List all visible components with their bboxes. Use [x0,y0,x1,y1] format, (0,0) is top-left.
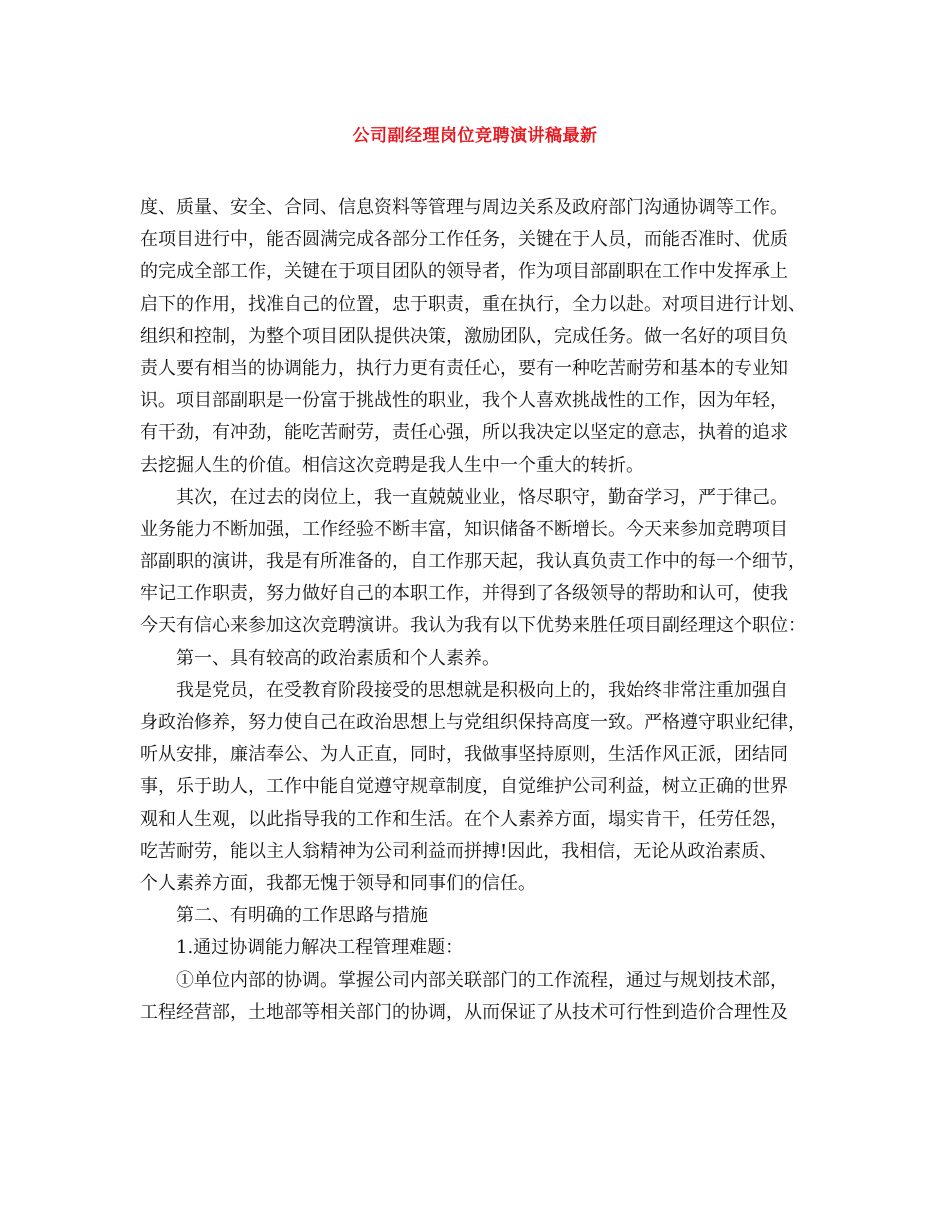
paragraph-line: 的完成全部工作，关键在于项目团队的领导者，作为项目部副职在工作中发挥承上 [140,261,788,283]
paragraph-line: 事，乐于助人，工作中能自觉遵守规章制度，自觉维护公司利益，树立正确的世界 [140,776,788,798]
paragraph-line: 有干劲，有冲劲，能吃苦耐劳，责任心强，所以我决定以坚定的意志，执着的追求 [140,422,788,444]
paragraph-line: 部副职的演讲，我是有所准备的，自工作那天起，我认真负责工作中的每一个细节， [140,551,806,573]
paragraph-line: 启下的作用，找准自己的位置，忠于职责，重在执行，全力以赴。对项目进行计划、 [140,293,806,315]
paragraph-line: 今天有信心来参加这次竞聘演讲。我认为我有以下优势来胜任项目副经理这个职位： [140,615,806,637]
section-heading: 第一、具有较高的政治素质和个人素养。 [176,647,500,669]
section-heading: 第二、有明确的工作思路与措施 [176,905,428,927]
paragraph-line: 身政治修养，努力使自己在政治思想上与党组织保持高度一致。严格遵守职业纪律， [140,712,806,733]
paragraph-line: 牢记工作职责，努力做好自己的本职工作，并得到了各级领导的帮助和认可，使我 [140,583,788,605]
paragraph-line: 度、质量、安全、合同、信息资料等管理与周边关系及政府部门沟通协调等工作。 [140,197,788,218]
paragraph-line: 工程经营部，土地部等相关部门的协调，从而保证了从技术可行性到造价合理性及 [140,1001,788,1023]
subsection-heading: 1.通过协调能力解决工程管理难题： [176,937,464,959]
paragraph-line: 个人素养方面，我都无愧于领导和同事们的信任。 [140,872,536,894]
paragraph-line: 去挖掘人生的价值。相信这次竞聘是我人生中一个重大的转折。 [140,454,644,476]
paragraph-line: 吃苦耐劳，能以主人翁精神为公司利益而拼搏!因此，我相信，无论从政治素质、 [140,840,778,862]
paragraph-line: 组织和控制，为整个项目团队提供决策，激励团队，完成任务。做一名好的项目负 [140,325,788,347]
paragraph-line: 我是党员，在受教育阶段接受的思想就是积极向上的，我始终非常注重加强自 [176,679,788,701]
paragraph-line: 其次，在过去的岗位上，我一直兢兢业业，恪尽职守，勤奋学习，严于律己。 [176,486,788,508]
paragraph-line: 在项目进行中，能否圆满完成各部分工作任务，关键在于人员，而能否准时、优质 [140,229,788,251]
document-title: 公司副经理岗位竞聘演讲稿最新 [352,126,598,146]
paragraph-line: 识。项目部副职是一份富于挑战性的职业，我个人喜欢挑战性的工作，因为年轻， [140,390,788,412]
paragraph-line: 业务能力不断加强，工作经验不断丰富，知识储备不断增长。今天来参加竞聘项目 [140,518,788,540]
paragraph-line: 观和人生观，以此指导我的工作和生活。在个人素养方面，塌实肯干，任劳任怨， [140,808,788,830]
paragraph-line: 听从安排，廉洁奉公、为人正直，同时，我做事坚持原则，生活作风正派，团结同 [140,744,788,766]
paragraph-line: 责人要有相当的协调能力，执行力更有责任心，要有一种吃苦耐劳和基本的专业知 [140,357,788,379]
document-body [140,192,830,1029]
paragraph-line: ①单位内部的协调。掌握公司内部关联部门的工作流程，通过与规划技术部， [176,969,788,991]
